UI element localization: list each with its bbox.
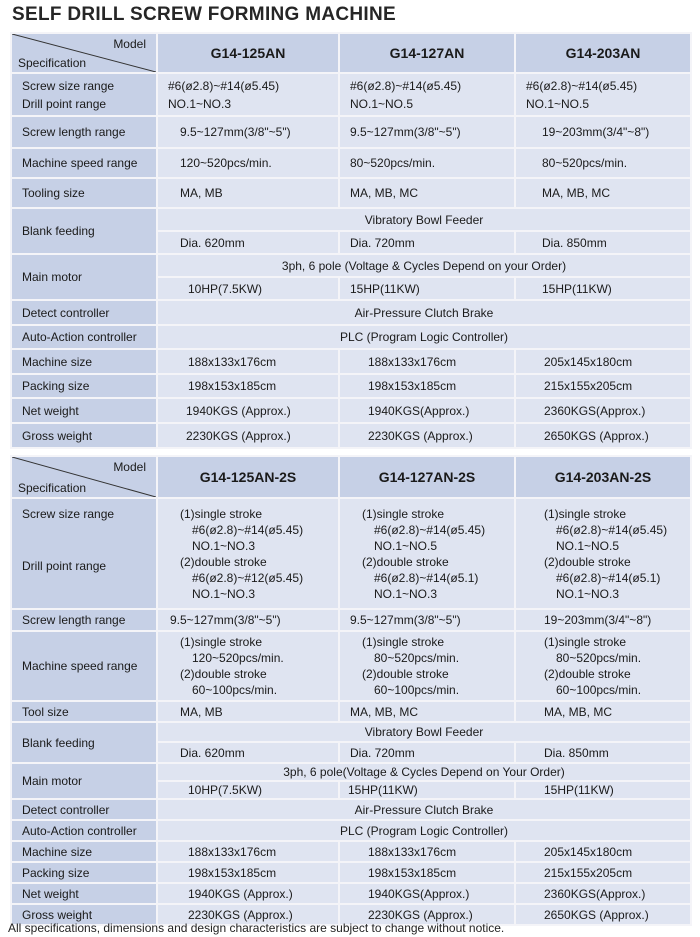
spec-cell: 188x133x176cm [339, 349, 515, 374]
spec-cell: 80~520pcs/min. [339, 148, 515, 178]
cell-text: #6(ø2.8)~#14(ø5.45) [350, 78, 462, 93]
spec-cell: 2230KGS (Approx.) [157, 423, 339, 448]
spec-cell: 215x155x205cm [515, 862, 691, 883]
cell-text: 120~520pcs/min. [192, 651, 284, 665]
spec-cell: 2360KGS(Approx.) [515, 883, 691, 904]
cell-text: (2)double stroke [544, 554, 631, 569]
spec-cell: 188x133x176cm [339, 841, 515, 862]
corner-header [11, 456, 157, 498]
spec-label: Screw length range [11, 116, 157, 148]
spec-label: Machine speed range [11, 631, 157, 701]
spec-label: Net weight [11, 398, 157, 423]
spec-cell: Air-Pressure Clutch Brake [157, 799, 691, 820]
spec-label: Auto-Action controller [11, 325, 157, 349]
cell-text: #6(ø2.8)~#14(ø5.1) [556, 570, 661, 585]
spec-cell: 188x133x176cm [157, 349, 339, 374]
spec-label: Gross weight [11, 423, 157, 448]
spec-cell [515, 73, 691, 116]
cell-text: NO.1~NO.5 [374, 538, 438, 553]
spec-cell [157, 73, 339, 116]
cell-text: (1)single stroke [180, 506, 263, 521]
cell-text: #6(ø2.8)~#14(ø5.45) [168, 78, 280, 93]
cell-text: NO.1~NO.5 [556, 538, 620, 553]
spec-cell: Dia. 850mm [515, 742, 691, 763]
cell-text: 80~520pcs/min. [374, 651, 460, 665]
cell-text: #6(ø2.8)~#14(ø5.45) [556, 522, 668, 537]
spec-cell: Vibratory Bowl Feeder [157, 722, 691, 742]
cell-text: 80~520pcs/min. [556, 651, 642, 665]
spec-cell: 2650KGS (Approx.) [515, 904, 691, 925]
spec-cell: MA, MB, MC [515, 701, 691, 722]
cell-text: (2)double stroke [362, 667, 449, 681]
spec-cell: MA, MB [157, 178, 339, 208]
spec-cell: 15HP(11KW) [515, 781, 691, 799]
footnote: All specifications, dimensions and design characteristics are subject to change without notice. [8, 921, 505, 935]
cell-text: NO.1~NO.3 [556, 586, 620, 601]
model-label: Model [113, 37, 146, 51]
spec-cell: 9.5~127mm(3/8"~5") [339, 609, 515, 631]
cell-text: #6(ø2.8)~#12(ø5.45) [192, 570, 304, 585]
cell-text: (1)single stroke [362, 506, 445, 521]
spec-cell: 3ph, 6 pole (Voltage & Cycles Depend on your Order) [157, 254, 691, 277]
spec-cell: Dia. 620mm [157, 742, 339, 763]
spec-cell: 2360KGS(Approx.) [515, 398, 691, 423]
spec-cell: Dia. 720mm [339, 742, 515, 763]
spec-label: Main motor [11, 763, 157, 799]
cell-text: NO.1~NO.3 [192, 586, 256, 601]
model-header: G14-125AN [157, 33, 339, 73]
spec-cell: MA, MB, MC [339, 178, 515, 208]
spec-cell [157, 631, 339, 701]
spec-table-1 [10, 32, 692, 449]
cell-text: 60~100pcs/min. [374, 683, 460, 697]
cell-text: #6(ø2.8)~#14(ø5.45) [192, 522, 304, 537]
spec-cell [339, 498, 515, 609]
spec-cell: 15HP(11KW) [515, 277, 691, 300]
spec-label: Net weight [11, 883, 157, 904]
spec-cell: 215x155x205cm [515, 374, 691, 398]
cell-text: #6(ø2.8)~#14(ø5.45) [526, 78, 638, 93]
spec-cell: 15HP(11KW) [339, 277, 515, 300]
spec-label: Screw length range [11, 609, 157, 631]
spec-cell: 2230KGS (Approx.) [339, 904, 515, 925]
spec-label: Machine size [11, 841, 157, 862]
spec-label: Gross weight [11, 904, 157, 925]
spec-cell: 2650KGS (Approx.) [515, 423, 691, 448]
spec-cell: Air-Pressure Clutch Brake [157, 300, 691, 325]
cell-text: NO.1~NO.5 [526, 96, 590, 111]
cell-text: (1)single stroke [180, 635, 263, 649]
spec-cell: 80~520pcs/min. [515, 148, 691, 178]
spec-cell: 205x145x180cm [515, 349, 691, 374]
spec-cell [515, 631, 691, 701]
spec-cell: 10HP(7.5KW) [157, 277, 339, 300]
spec-label: Blank feeding [11, 208, 157, 254]
spec-label: Main motor [11, 254, 157, 300]
spec-cell: 188x133x176cm [157, 841, 339, 862]
screw-size-label: Screw size range [22, 78, 115, 93]
cell-text: (2)double stroke [544, 667, 631, 681]
spec-label: Tool size [11, 701, 157, 722]
cell-text: (1)single stroke [544, 635, 627, 649]
drill-point-label: Drill point range [22, 559, 107, 573]
spec-cell: Dia. 850mm [515, 231, 691, 254]
cell-text: (1)single stroke [544, 506, 627, 521]
spec-label [11, 73, 157, 116]
spec-cell: Dia. 720mm [339, 231, 515, 254]
spec-table-2 [10, 455, 692, 926]
spec-cell: 19~203mm(3/4"~8") [515, 609, 691, 631]
spec-cell: 9.5~127mm(3/8"~5") [339, 116, 515, 148]
cell-text: #6(ø2.8)~#14(ø5.1) [374, 570, 479, 585]
spec-cell [515, 498, 691, 609]
spec-cell: 15HP(11KW) [339, 781, 515, 799]
corner-header [11, 33, 157, 73]
model-header: G14-203AN [515, 33, 691, 73]
cell-text: NO.1~NO.3 [374, 586, 438, 601]
spec-label: Tooling size [11, 178, 157, 208]
spec-cell: 198x153x185cm [157, 862, 339, 883]
spec-label: Machine speed range [11, 148, 157, 178]
cell-text: NO.1~NO.3 [192, 538, 256, 553]
spec-label: Packing size [11, 862, 157, 883]
cell-text: #6(ø2.8)~#14(ø5.45) [374, 522, 486, 537]
spec-label: Packing size [11, 374, 157, 398]
cell-text: 60~100pcs/min. [192, 683, 278, 697]
cell-text: (2)double stroke [180, 554, 267, 569]
spec-cell: 10HP(7.5KW) [157, 781, 339, 799]
spec-cell [339, 73, 515, 116]
spec-cell: Vibratory Bowl Feeder [157, 208, 691, 231]
spec-label: Detect controller [11, 300, 157, 325]
spec-cell: 2230KGS (Approx.) [339, 423, 515, 448]
spec-cell: MA, MB, MC [339, 701, 515, 722]
model-header: G14-125AN-2S [157, 456, 339, 498]
spec-cell: PLC (Program Logic Controller) [157, 820, 691, 841]
cell-text: (1)single stroke [362, 635, 445, 649]
spec-label [11, 498, 157, 609]
model-header: G14-127AN-2S [339, 456, 515, 498]
page-title: SELF DRILL SCREW FORMING MACHINE [12, 4, 396, 25]
spec-cell: 1940KGS (Approx.) [157, 398, 339, 423]
spec-cell: 1940KGS(Approx.) [339, 398, 515, 423]
spec-cell: MA, MB [157, 701, 339, 722]
spec-cell: 9.5~127mm(3/8"~5") [157, 116, 339, 148]
screw-size-label: Screw size range [22, 507, 115, 521]
cell-text: (2)double stroke [180, 667, 267, 681]
spec-label: Blank feeding [11, 722, 157, 763]
spec-cell: 120~520pcs/min. [157, 148, 339, 178]
spec-cell: 1940KGS (Approx.) [157, 883, 339, 904]
cell-text: NO.1~NO.5 [350, 96, 414, 111]
specification-label: Specification [18, 56, 87, 70]
spec-cell: 205x145x180cm [515, 841, 691, 862]
model-header: G14-203AN-2S [515, 456, 691, 498]
specification-label: Specification [18, 481, 87, 495]
cell-text: 60~100pcs/min. [556, 683, 642, 697]
model-header: G14-127AN [339, 33, 515, 73]
spec-label: Machine size [11, 349, 157, 374]
spec-cell: 2230KGS (Approx.) [157, 904, 339, 925]
cell-text: NO.1~NO.3 [168, 96, 232, 111]
spec-cell: 1940KGS(Approx.) [339, 883, 515, 904]
spec-cell: 19~203mm(3/4"~8") [515, 116, 691, 148]
spec-cell: PLC (Program Logic Controller) [157, 325, 691, 349]
spec-cell: 9.5~127mm(3/8"~5") [157, 609, 339, 631]
model-label: Model [113, 460, 146, 474]
spec-cell: 198x153x185cm [339, 374, 515, 398]
spec-cell: MA, MB, MC [515, 178, 691, 208]
cell-text: (2)double stroke [362, 554, 449, 569]
spec-label: Auto-Action controller [11, 820, 157, 841]
spec-cell: 3ph, 6 pole(Voltage & Cycles Depend on Your Order) [157, 763, 691, 781]
spec-cell [339, 631, 515, 701]
spec-cell: 198x153x185cm [157, 374, 339, 398]
spec-cell: 198x153x185cm [339, 862, 515, 883]
drill-point-label: Drill point range [22, 96, 107, 111]
spec-label: Detect controller [11, 799, 157, 820]
spec-cell [157, 498, 339, 609]
spec-cell: Dia. 620mm [157, 231, 339, 254]
